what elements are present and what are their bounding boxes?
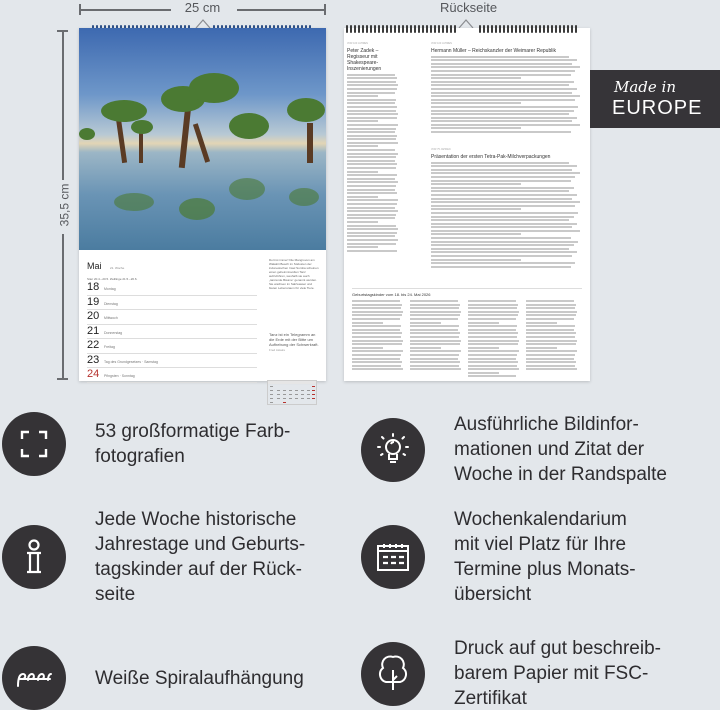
feature-history — [2, 507, 305, 607]
width-dimension — [79, 0, 326, 20]
article-title: Präsentation der ersten Tetra-Pak-Milchverpackungen — [431, 153, 551, 160]
day-name: Pfingsten · Sonntag — [104, 374, 135, 378]
day-number: 19 — [87, 295, 100, 308]
made-in-europe-badge — [590, 70, 720, 128]
spiral-binding — [346, 25, 456, 33]
day-number: 18 — [87, 281, 100, 293]
height-label: 35,5 cm — [57, 183, 72, 227]
cover-photo-mangroves — [79, 28, 326, 250]
feature-text: Jede Woche historische Jahrestage und Geburts- tagskinder auf der Rück- seite — [95, 509, 306, 605]
feature-text: Ausführliche Bildinfor- mationen und Zitat der Woche in der Randspalte — [454, 414, 667, 485]
quote-author: Fred Astaire — [269, 348, 286, 352]
day-name: Mittwoch — [104, 316, 118, 320]
calendar-front-page — [79, 28, 326, 381]
calendar-day-row — [87, 325, 257, 340]
tree-icon — [361, 642, 425, 706]
calendar-day-row — [87, 296, 257, 311]
article-title: Peter Zadek – Regisseur mit Shakespeare-Inszenierungen — [347, 47, 382, 72]
hanger-hook-icon — [458, 18, 474, 28]
birthdays-column — [410, 300, 462, 372]
article-kicker: VOR 100 JAHREN — [431, 42, 452, 45]
day-number: 20 — [87, 310, 100, 322]
article-column-1 — [347, 42, 399, 253]
lightbulb-icon — [361, 418, 425, 482]
feature-text: Wochenkalendarium mit viel Platz für Ihre Termine plus Monats- übersicht — [454, 509, 636, 605]
zodiac-info: Stier 20.4.–20.5. Zwillinge 21.5.–20.6. — [87, 277, 138, 281]
calendar-day-row — [87, 310, 257, 325]
birthdays-column — [468, 300, 520, 379]
day-name: Donnerstag — [104, 330, 123, 335]
spiral-binding-icon — [2, 646, 66, 710]
calendar-day-row — [87, 281, 257, 296]
feature-weekly-calendar — [361, 507, 636, 607]
feature-fsc-paper — [361, 636, 661, 710]
birthdays-heading: Geburtstagskinder vom 18. bis 24. Mai 2026 — [352, 292, 431, 297]
month-overview-minicalendar — [267, 380, 317, 405]
birthdays-column — [352, 300, 404, 372]
photo-description: Dort ist immer! Die Mangroven am Walakiri Beach im Südosten der indonesischen Insel Sumba scheinen einen geheimnisvollen Tanz aufzuführen, weshalb sie auch „tanzende Bäume“ genannt werden. Sie wachsen im Salzwasser und bieten Lebensraum für viele Tiere. — [269, 258, 319, 290]
article-kicker: VOR 75 JAHREN — [431, 148, 451, 151]
feature-text: Weiße Spiralaufhängung — [95, 667, 304, 689]
width-label: 25 cm — [184, 0, 221, 15]
day-name: Freitag — [104, 345, 115, 349]
calendar-icon — [361, 525, 425, 589]
article-kicker: VOR 100 JAHREN — [347, 42, 368, 45]
feature-text: Druck auf gut beschreib- barem Papier mit FSC- Zertifikat — [454, 638, 661, 709]
calendar-day-row — [87, 339, 257, 354]
article-column-3 — [431, 148, 581, 269]
article-title: Hermann Müller – Reichskanzler der Weimarer Republik — [431, 47, 556, 54]
day-number: 23 — [87, 353, 100, 366]
quote-of-week — [269, 332, 319, 353]
hanger-hook-icon — [195, 18, 211, 28]
feature-spiral — [2, 646, 304, 710]
day-number: 22 — [87, 339, 100, 351]
article-column-2 — [431, 42, 581, 135]
back-side-label: Rückseite — [440, 0, 498, 15]
calendar-back-page — [344, 28, 590, 381]
week-number: 21. Woche — [109, 266, 125, 270]
calendar-day-row — [87, 368, 257, 383]
divider — [352, 288, 582, 289]
feature-text: 53 großformatige Farb- fotografien — [95, 421, 291, 467]
month-name: Mai — [87, 261, 102, 271]
day-number: 21 — [87, 324, 100, 337]
height-dimension — [55, 30, 75, 380]
fullscreen-frame-icon — [2, 412, 66, 476]
day-number: 24 — [87, 368, 100, 380]
badge-script-text: Made in — [614, 78, 677, 96]
calendar-day-row — [87, 354, 257, 369]
week-calendar — [87, 256, 257, 383]
birthdays-column — [526, 300, 578, 372]
quote-text: Tanz ist ein Telegramm an die Erde mit der Bitte um Aufhebung der Schwerkraft. — [269, 332, 319, 347]
day-name: Dienstag — [104, 301, 118, 306]
badge-big-text: EUROPE — [612, 97, 703, 119]
info-icon — [2, 525, 66, 589]
day-name: Montag — [104, 287, 116, 291]
feature-image-info — [361, 412, 667, 487]
spiral-binding — [479, 25, 577, 33]
day-name: Tag des Grundgesetzes · Samstag — [104, 359, 158, 364]
feature-photos — [2, 412, 290, 476]
